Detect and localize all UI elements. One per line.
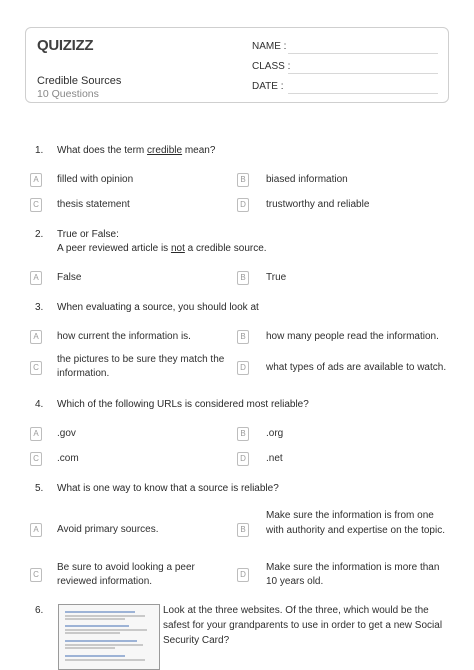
option-c-badge[interactable]: C (30, 452, 42, 466)
option-a-badge[interactable]: A (30, 330, 42, 344)
quizizz-logo: QUIZIZZ (37, 37, 94, 54)
class-label: CLASS : (252, 61, 291, 72)
option-c-badge[interactable]: C (30, 198, 42, 212)
option-a-badge[interactable]: A (30, 523, 42, 537)
date-label: DATE : (252, 81, 284, 92)
option-c-badge[interactable]: C (30, 568, 42, 582)
question-number: 3. (35, 302, 44, 313)
class-line (288, 73, 438, 74)
option-d-badge[interactable]: D (237, 452, 249, 466)
option-b-badge[interactable]: B (237, 427, 249, 441)
option-b-badge[interactable]: B (237, 173, 249, 187)
question-number: 2. (35, 229, 44, 240)
question-text: What is one way to know that a source is reliable? (57, 483, 279, 494)
option-b-badge[interactable]: B (237, 330, 249, 344)
option-b-badge[interactable]: B (237, 271, 249, 285)
option-c-text[interactable]: the pictures to be sure they match the information. (57, 354, 225, 379)
option-c-badge[interactable]: C (30, 361, 42, 375)
option-a-badge[interactable]: A (30, 427, 42, 441)
question-count: 10 Questions (37, 88, 99, 100)
question-text: When evaluating a source, you should look at (57, 302, 259, 313)
option-b-text[interactable]: Make sure the information is from one with authority and expertise on the topic. (266, 510, 445, 536)
question-number: 5. (35, 483, 44, 494)
option-d-badge[interactable]: D (237, 198, 249, 212)
option-a-text[interactable]: .gov (57, 428, 76, 439)
option-d-badge[interactable]: D (237, 568, 249, 582)
question-text-line1: True or False: (57, 229, 119, 240)
worksheet-title: Credible Sources (37, 75, 122, 87)
worksheet-header (25, 27, 449, 103)
option-b-text[interactable]: True (266, 272, 287, 283)
question-text-line2: A peer reviewed article is not a credible source. (57, 243, 267, 254)
question-text: Look at the three websites. Of the three, which would be the safest for your grandparents to use in order to get a new Social Security Card? (163, 605, 443, 646)
option-b-text[interactable]: biased information (266, 174, 348, 185)
name-label: NAME : (252, 41, 287, 52)
question-number: 6. (35, 605, 44, 616)
option-a-text[interactable]: how current the information is. (57, 331, 191, 342)
option-b-badge[interactable]: B (237, 523, 249, 537)
question-text: Which of the following URLs is considered most reliable? (57, 399, 309, 410)
name-line (288, 53, 438, 54)
question-number: 1. (35, 145, 44, 156)
option-b-text[interactable]: how many people read the information. (266, 331, 439, 342)
option-d-text[interactable]: trustworthy and reliable (266, 199, 370, 210)
question-number: 4. (35, 399, 44, 410)
option-a-text[interactable]: Avoid primary sources. (57, 524, 159, 535)
option-d-text[interactable]: .net (266, 453, 283, 464)
option-d-text[interactable]: Make sure the information is more than 10 years old. (266, 562, 440, 587)
option-b-text[interactable]: .org (266, 428, 284, 439)
option-d-badge[interactable]: D (237, 361, 249, 375)
question-text: What does the term credible mean? (57, 145, 216, 156)
option-d-text[interactable]: what types of ads are available to watch. (266, 362, 447, 373)
date-line (288, 93, 438, 94)
option-a-text[interactable]: False (57, 272, 82, 283)
option-c-text[interactable]: .com (57, 453, 79, 464)
option-a-badge[interactable]: A (30, 271, 42, 285)
option-c-text[interactable]: thesis statement (57, 199, 130, 210)
websites-screenshot-image (58, 604, 160, 670)
option-c-text[interactable]: Be sure to avoid looking a peer reviewed information. (57, 562, 195, 587)
option-a-text[interactable]: filled with opinion (57, 174, 134, 185)
option-a-badge[interactable]: A (30, 173, 42, 187)
